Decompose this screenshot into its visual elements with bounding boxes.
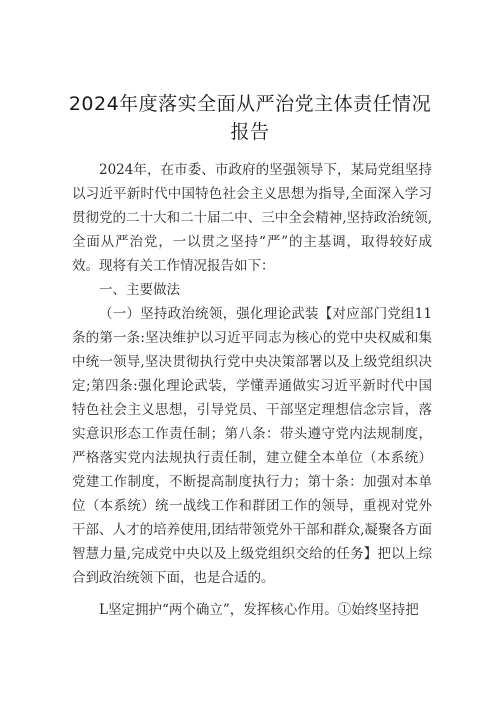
document-body: [72, 158, 432, 622]
point-paragraph: L坚定拥护“两个确立”，发挥核心作用。①始终坚持把: [99, 602, 419, 618]
intro-paragraph: 2024年，在市委、市政府的坚强领导下，某局党组坚持以习近平新时代中国特色社会主义思想为指导,全面深入学习贯彻党的二十大和二十届二中、三中全会精神,坚持政治统领,全面从严治党，一以贯之坚持“严”的主基调，取得较好成效。现将有关工作情况报告如下：: [72, 162, 432, 274]
section-heading: 一、主要做法: [99, 282, 180, 298]
document-title: 2024年度落实全面从严治党主体责任情况报告: [68, 93, 432, 143]
subsection-paragraph: （一）坚持政治统领，强化理论武装【对应部门党组11条的第一条:坚决维护以习近平同志为核心的党中央权威和集中统一领导,坚决贯彻执行党中央决策部署以及上级党组织决定;第四条:强化理论武装，学懂弄通做实习近平新时代中国特色社会主义思想，引导党员、干部坚定理想信念宗旨，落实意识形态工作责任制；第八条：带头遵守党内法规制度，严格落实党内法规执行责任制，建立健全本单位（本系统）党建工作制度，不断提高制度执行力；第十条：加强对本单位（本系统）统一战线工作和群团工作的领导，重视对党外干部、人才的培养使用,团结带领党外干部和群众,凝聚各方面智慧力量,完成党中央以及上级党组织交给的任务】把以上综合到政治统领下面，也是合适的。: [72, 306, 432, 586]
